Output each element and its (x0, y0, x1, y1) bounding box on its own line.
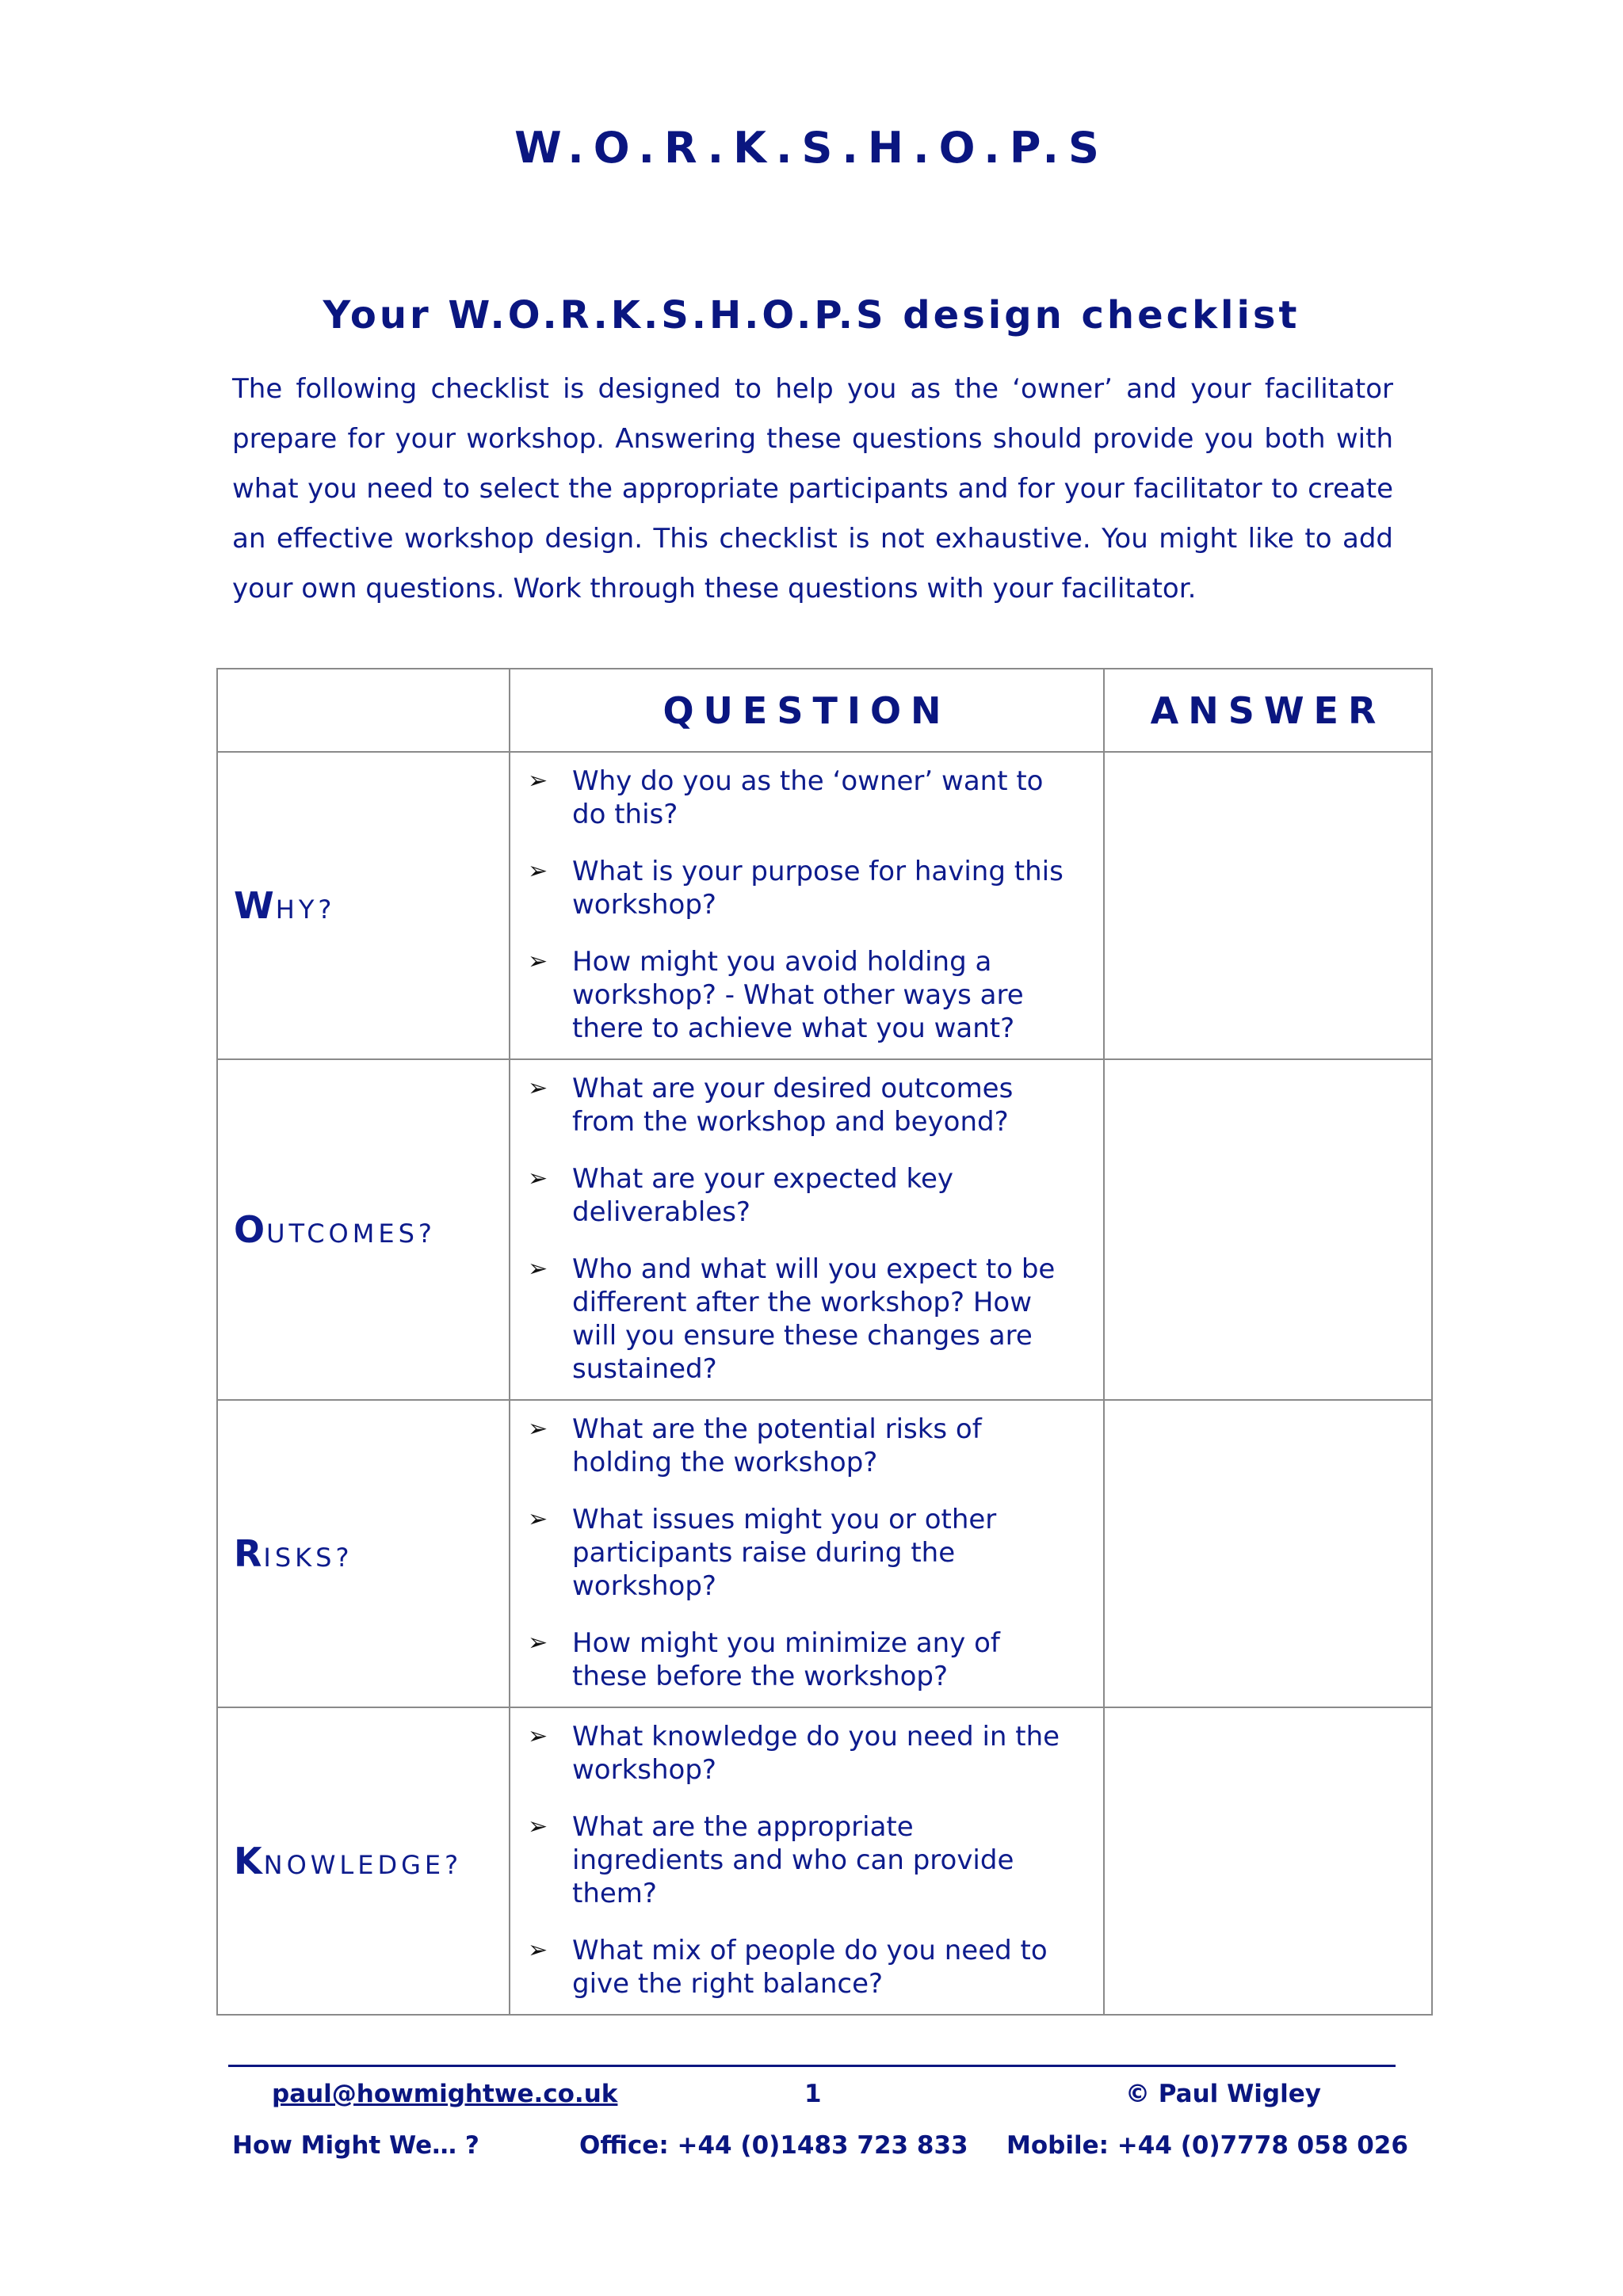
footer-brand: How Might We… ? (232, 2131, 479, 2160)
row-label-why: WHY? (217, 752, 510, 1059)
arrow-bullet-icon: ➢ (528, 1074, 548, 1102)
arrow-bullet-icon: ➢ (528, 1165, 548, 1192)
footer-copyright: © Paul Wigley (1125, 2080, 1321, 2108)
answer-cell-outcomes[interactable] (1104, 1059, 1432, 1400)
header-answer: ANSWER (1104, 669, 1432, 752)
question-item: ➢ What are the appropriate ingredients and who can provide them? (528, 1811, 1014, 1909)
row-label-knowledge: KNOWLEDGE? (217, 1707, 510, 2015)
intro-paragraph: The following checklist is designed to help you as the ‘owner’ and your facilitator prepare for your workshop. Answering these questions should provide you both with what you need to select the appropriate participants and for your facilitator to create an effective workshop design. This checklist is not exhaustive. You might like to add your own questions. Work through these questions with your facilitator. (232, 373, 1393, 605)
question-cell-why (510, 752, 1104, 1059)
question-item: ➢ What is your purpose for having this workshop? (528, 856, 1064, 921)
header-question: QUESTION (510, 669, 1104, 752)
question-cell-risks (510, 1400, 1104, 1707)
footer-divider (228, 2065, 1396, 2067)
question-item: ➢ What knowledge do you need in the workshop? (528, 1721, 1060, 1786)
question-item: ➢ What are your expected key deliverables? (528, 1163, 953, 1228)
arrow-bullet-icon: ➢ (528, 1255, 548, 1283)
arrow-bullet-icon: ➢ (528, 767, 548, 795)
table-row-risks (217, 1400, 1432, 1707)
question-item: ➢ How might you minimize any of these before the workshop? (528, 1627, 1000, 1692)
answer-cell-risks[interactable] (1104, 1400, 1432, 1707)
arrow-bullet-icon: ➢ (528, 1505, 548, 1533)
answer-cell-knowledge[interactable] (1104, 1707, 1432, 2015)
arrow-bullet-icon: ➢ (528, 1722, 548, 1750)
row-label-risks: RISKS? (217, 1400, 510, 1707)
question-cell-knowledge (510, 1707, 1104, 2015)
checklist-table (216, 668, 1433, 2016)
question-cell-outcomes (510, 1059, 1104, 1400)
table-row-why (217, 752, 1432, 1059)
question-item: ➢ What issues might you or other participants raise during the workshop? (528, 1504, 997, 1602)
row-label-outcomes: OUTCOMES? (217, 1059, 510, 1400)
question-item: ➢ What mix of people do you need to give the right balance? (528, 1935, 1048, 2000)
question-item: ➢ What are the potential risks of holding the workshop? (528, 1413, 982, 1478)
arrow-bullet-icon: ➢ (528, 948, 548, 975)
arrow-bullet-icon: ➢ (528, 1415, 548, 1443)
arrow-bullet-icon: ➢ (528, 857, 548, 885)
arrow-bullet-icon: ➢ (528, 1813, 548, 1840)
footer-email-link[interactable]: paul@howmightwe.co.uk (272, 2080, 618, 2108)
checklist-subtitle: Your W.O.R.K.S.H.O.P.S design checklist (323, 293, 1300, 338)
table-row-knowledge (217, 1707, 1432, 2015)
question-item: ➢ How might you avoid holding a workshop? - What other ways are there to achieve what you want? (528, 946, 1024, 1044)
table-row-outcomes (217, 1059, 1432, 1400)
footer-mobile-phone: Mobile: +44 (0)7778 058 026 (1006, 2131, 1408, 2160)
question-item: ➢ Why do you as the ‘owner’ want to do this? (528, 765, 1044, 830)
footer-office-phone: Office: +44 (0)1483 723 833 (579, 2131, 968, 2160)
answer-cell-why[interactable] (1104, 752, 1432, 1059)
arrow-bullet-icon: ➢ (528, 1629, 548, 1657)
question-item: ➢ What are your desired outcomes from the workshop and beyond? (528, 1073, 1014, 1138)
page-number: 1 (804, 2080, 822, 2108)
arrow-bullet-icon: ➢ (528, 1936, 548, 1964)
question-item: ➢ Who and what will you expect to be different after the workshop? How will you ensure these changes are sustained? (528, 1253, 1056, 1385)
header-empty-cell (217, 669, 510, 752)
table-header-row (217, 669, 1432, 752)
document-title: W.O.R.K.S.H.O.P.S (514, 123, 1109, 173)
